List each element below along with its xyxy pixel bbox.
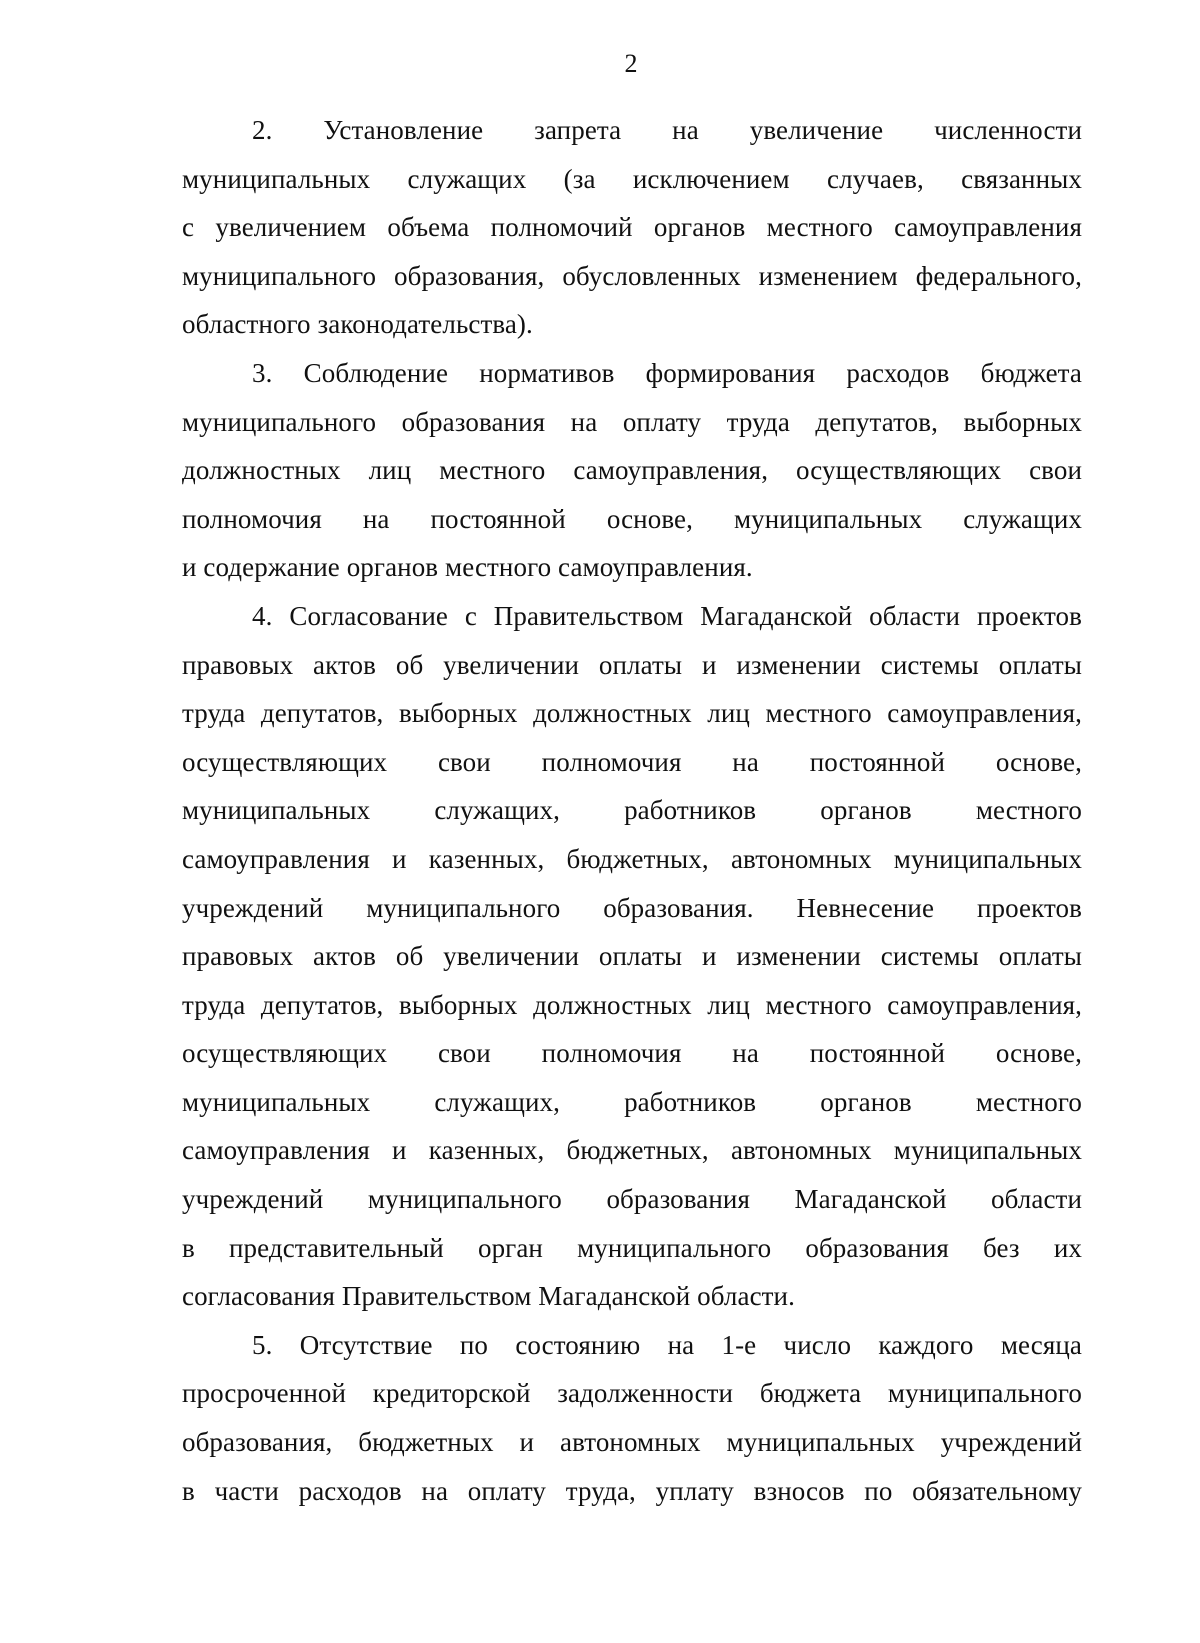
page-number: 2 — [624, 49, 638, 78]
text-line: 5. Отсутствие по состоянию на 1-е число каждого месяца — [252, 1329, 1082, 1360]
text-line: учреждений муниципального образования Магаданской области — [182, 1184, 1082, 1215]
text-line: просроченной кредиторской задолженности бюджета муниципального — [182, 1378, 1082, 1409]
text-line: осуществляющих свои полномочия на постоянной основе, — [182, 746, 1082, 777]
text-line: должностных лиц местного самоуправления, осуществляющих свои — [182, 455, 1082, 486]
text-line: полномочия на постоянной основе, муниципальных служащих — [182, 503, 1082, 534]
text-line: согласования Правительством Магаданской области. — [182, 1281, 795, 1312]
paragraph-2 — [182, 106, 1082, 349]
text-line: правовых актов об увеличении оплаты и изменении системы оплаты — [182, 941, 1082, 972]
text-line: самоуправления и казенных, бюджетных, автономных муниципальных — [182, 843, 1082, 874]
text-line: осуществляющих свои полномочия на постоянной основе, — [182, 1038, 1082, 1069]
text-line: с увеличением объема полномочий органов местного самоуправления — [182, 212, 1082, 243]
text-line: 2. Установление запрета на увеличение численности — [252, 115, 1082, 145]
text-line: учреждений муниципального образования. Невнесение проектов — [182, 892, 1082, 923]
text-line: правовых актов об увеличении оплаты и изменении системы оплаты — [182, 649, 1082, 680]
text-line: муниципального образования, обусловленных изменением федерального, — [182, 260, 1082, 291]
text-line: муниципальных служащих, работников органов местного — [182, 1086, 1082, 1117]
text-line: в части расходов на оплату труда, уплату взносов по обязательному — [182, 1475, 1082, 1506]
text-line: 4. Согласование с Правительством Магаданской области проектов — [252, 600, 1082, 631]
text-line: 3. Соблюдение нормативов формирования расходов бюджета — [252, 357, 1082, 388]
text-line: и содержание органов местного самоуправления. — [182, 552, 753, 583]
text-line: муниципальных служащих, работников органов местного — [182, 795, 1082, 826]
text-line: самоуправления и казенных, бюджетных, автономных муниципальных — [182, 1135, 1082, 1166]
text-line: образования, бюджетных и автономных муниципальных учреждений — [182, 1427, 1082, 1458]
text-line: областного законодательства). — [182, 309, 533, 340]
text-line: муниципальных служащих (за исключением случаев, связанных — [182, 163, 1082, 194]
paragraph-3 — [182, 349, 1082, 592]
document-body — [182, 106, 1082, 1515]
text-line: в представительный орган муниципального образования без их — [182, 1232, 1082, 1263]
text-line: муниципального образования на оплату труда депутатов, выборных — [182, 406, 1082, 437]
text-line: труда депутатов, выборных должностных лиц местного самоуправления, — [182, 698, 1082, 729]
text-line: труда депутатов, выборных должностных лиц местного самоуправления, — [182, 989, 1082, 1020]
paragraph-5 — [182, 1321, 1082, 1515]
paragraph-4 — [182, 592, 1082, 1321]
